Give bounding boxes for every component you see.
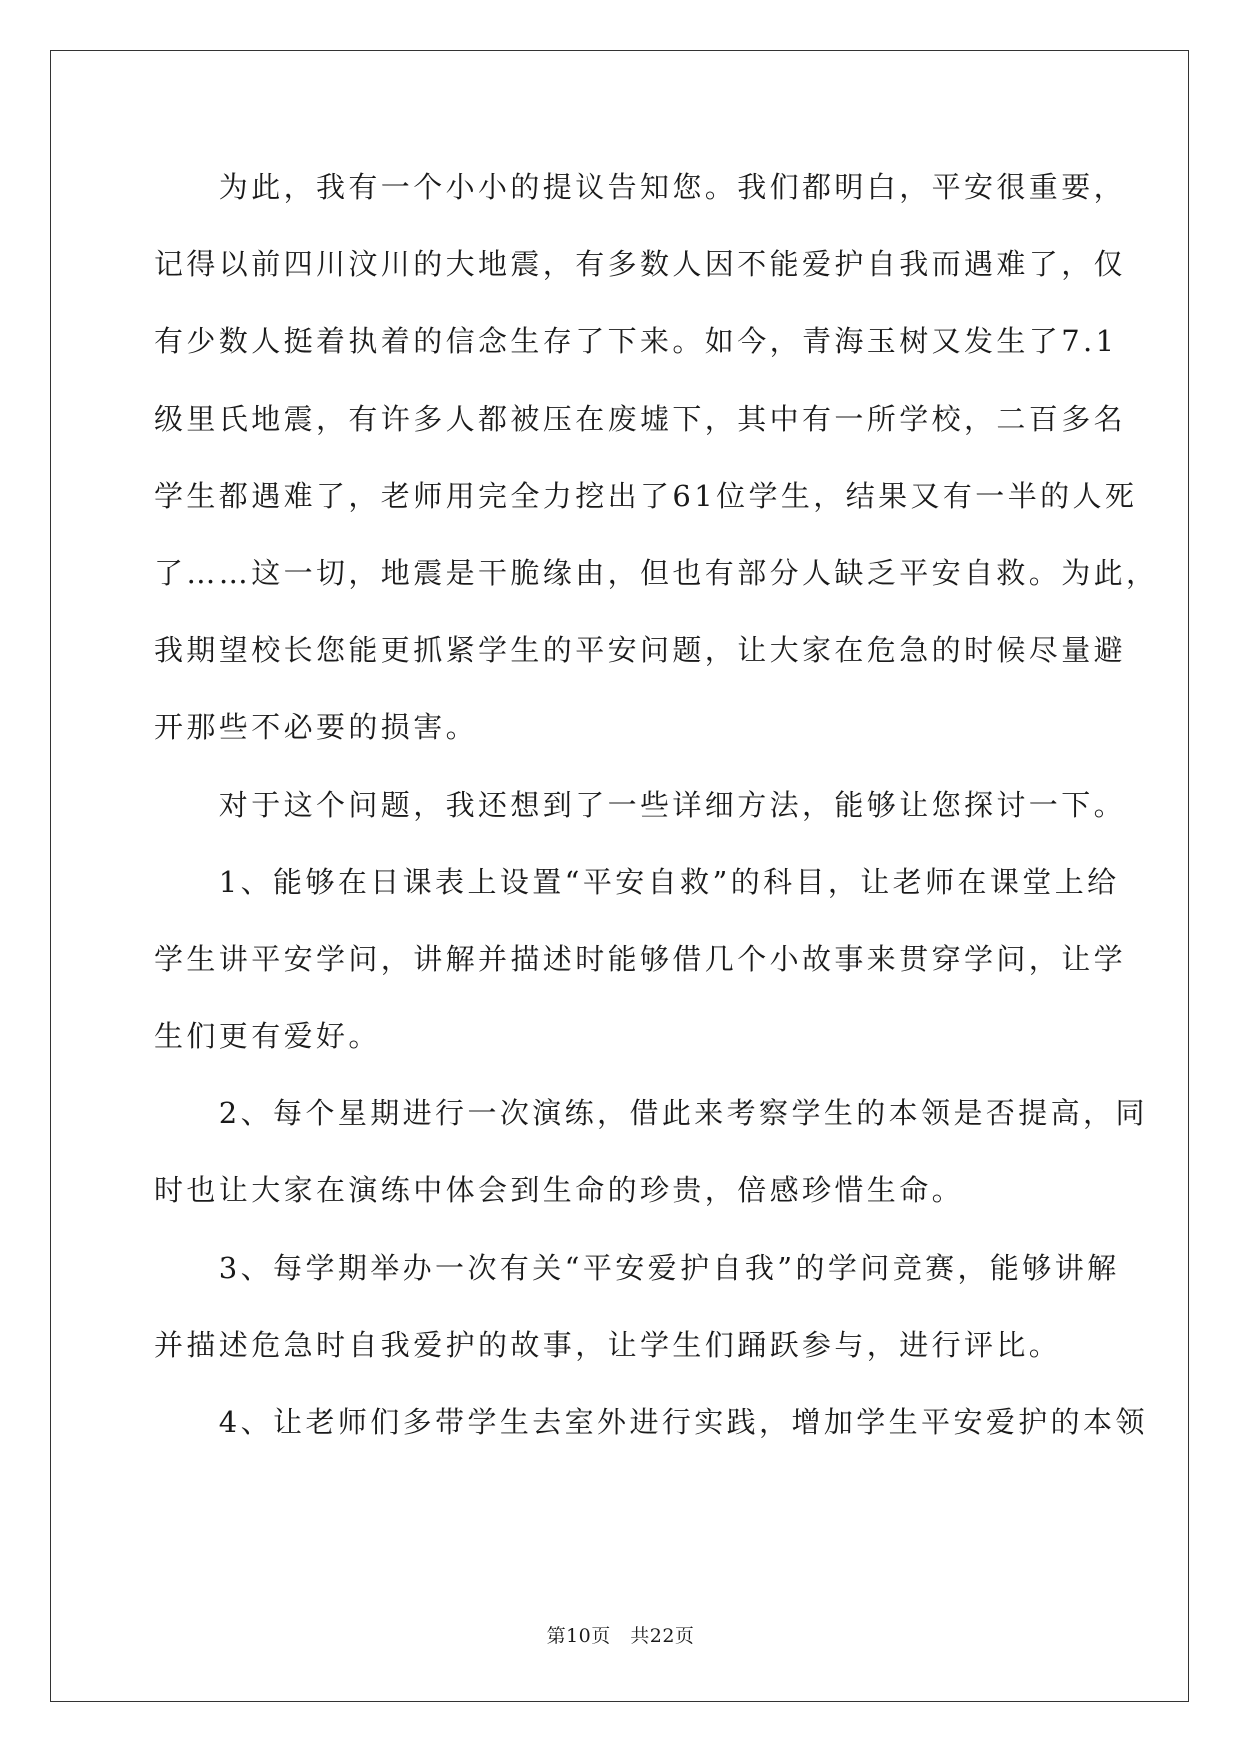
text-line: 学生都遇难了，老师用完全力挖出了61位学生，结果又有一半的人死 bbox=[154, 478, 1138, 513]
document-body bbox=[154, 162, 1159, 1474]
text-line: 学生讲平安学问，讲解并描述时能够借几个小故事来贯穿学问，让学 bbox=[154, 941, 1127, 976]
page-number-footer: 第10页 共22页 bbox=[546, 1625, 695, 1647]
text-line: 开那些不必要的损害。 bbox=[154, 710, 479, 745]
text-line: 为此，我有一个小小的提议告知您。我们都明白，平安很重要， bbox=[154, 170, 1127, 204]
text-line: 生们更有爱好。 bbox=[154, 1019, 381, 1054]
text-line: 1、能够在日课表上设置“平安自救”的科目，让老师在课堂上给 bbox=[154, 864, 1120, 899]
text-line: 级里氏地震，有许多人都被压在废墟下，其中有一所学校，二百多名 bbox=[154, 401, 1127, 436]
text-line: 时也让大家在演练中体会到生命的珍贵，倍感珍惜生命。 bbox=[154, 1173, 965, 1208]
text-line: 并描述危急时自我爱护的故事，让学生们踊跃参与，进行评比。 bbox=[154, 1327, 1062, 1362]
text-line: 有少数人挺着执着的信念生存了下来。如今，青海玉树又发生了7.1 bbox=[154, 324, 1118, 359]
text-line: 2、每个星期进行一次演练，借此来考察学生的本领是否提高，同 bbox=[154, 1096, 1148, 1131]
text-line: 对于这个问题，我还想到了一些详细方法，能够让您探讨一下。 bbox=[154, 787, 1127, 822]
text-line: 我期望校长您能更抓紧学生的平安问题，让大家在危急的时候尽量避 bbox=[154, 633, 1127, 668]
text-line: 记得以前四川汶川的大地震，有多数人因不能爱护自我而遇难了，仅 bbox=[154, 247, 1127, 282]
text-line: 3、每学期举办一次有关“平安爱护自我”的学问竞赛，能够讲解 bbox=[154, 1250, 1120, 1285]
text-line: 了……这一切，地震是干脆缘由，但也有部分人缺乏平安自救。为此， bbox=[154, 555, 1159, 590]
text-line: 4、让老师们多带学生去室外进行实践，增加学生平安爱护的本领 bbox=[154, 1405, 1148, 1439]
